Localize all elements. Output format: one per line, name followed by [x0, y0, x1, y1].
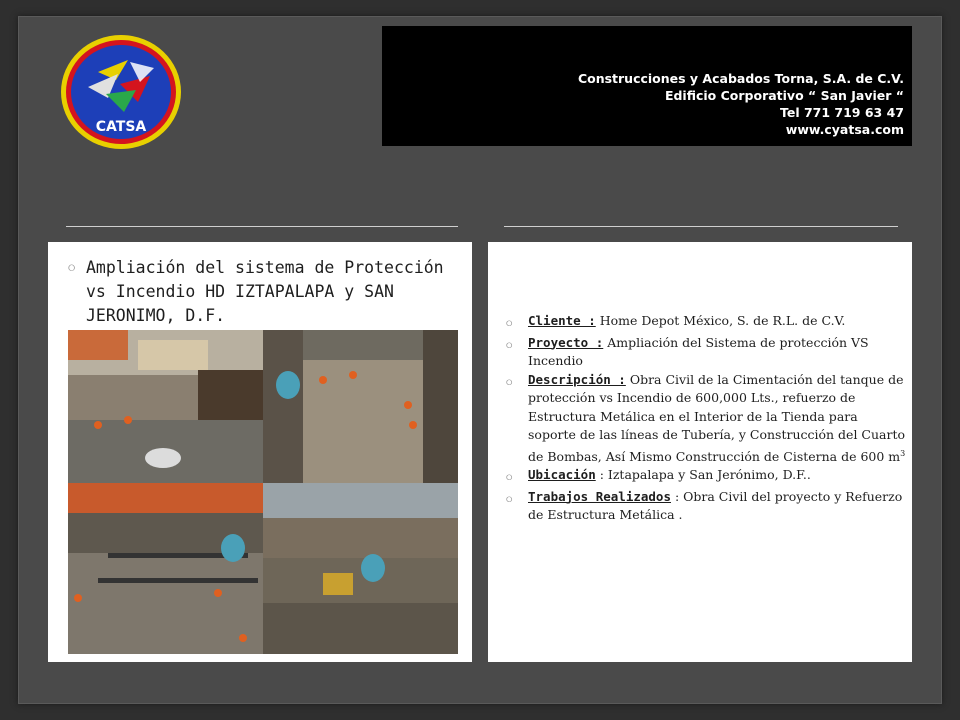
website[interactable]: www.cyatsa.com	[785, 122, 904, 137]
trabajos-label: Trabajos Realizados	[528, 488, 671, 504]
construction-photo-1	[68, 330, 263, 483]
construction-photo-2	[263, 330, 458, 483]
divider-right	[504, 226, 898, 227]
photo-grid	[68, 330, 458, 654]
logo-text: CATSA	[95, 119, 147, 135]
divider-left	[66, 226, 458, 227]
ubicacion-value: : Iztapalapa y San Jerónimo, D.F..	[595, 467, 811, 483]
trabajos-value: : Obra Civil del proyecto y Refuerzo de Estructura Metálica .	[528, 488, 903, 523]
proyecto-label: Proyecto :	[528, 334, 604, 350]
detail-ubicacion	[506, 466, 906, 488]
detail-trabajos	[506, 488, 906, 525]
bullet-icon: ⭘	[68, 264, 76, 274]
bullet-icon: ⭘	[506, 494, 513, 504]
cubic-superscript: 3	[900, 448, 906, 458]
descripcion-value: Obra Civil de la Cimentación del tanque de protección vs Incendio de 600,000 Lts., refuerzo de Estructura Metálica en el Interior de la Tienda para soporte de las líneas de Tubería, y Construcción del Cuarto de Bombas, Así Mismo Construcción de Cisterna de 600 m	[528, 371, 906, 464]
ubicacion-label: Ubicación	[528, 467, 596, 483]
cliente-label: Cliente :	[528, 313, 596, 328]
details-panel	[488, 242, 912, 662]
building-name: Edificio Corporativo “ San Javier “	[664, 88, 904, 103]
project-details	[506, 312, 906, 525]
phone: Tel 771 719 63 47	[779, 105, 904, 120]
project-panel	[48, 242, 472, 662]
project-title	[68, 256, 466, 328]
bullet-icon: ⭘	[506, 340, 513, 350]
descripcion-label: Descripción :	[528, 371, 626, 387]
detail-cliente	[506, 312, 906, 334]
bullet-icon: ⭘	[506, 377, 513, 387]
bullet-icon: ⭘	[506, 319, 513, 328]
bullet-icon: ⭘	[506, 473, 513, 483]
company-name: Construcciones y Acabados Torna, S.A. de C.V.	[577, 71, 904, 86]
project-title-text: Ampliación del sistema de Protección vs Incendio HD IZTAPALAPA y SAN JERONIMO, D.F.	[86, 258, 444, 325]
construction-photo-4	[263, 483, 458, 654]
catsa-logo	[58, 32, 184, 152]
cliente-value: Home Depot México, S. de R.L. de C.V.	[595, 313, 846, 328]
proyecto-value: Ampliación del Sistema de protección VS Incendio	[528, 334, 869, 368]
detail-proyecto	[506, 334, 906, 371]
construction-photo-3	[68, 483, 263, 654]
detail-descripcion	[506, 371, 906, 467]
company-header	[382, 26, 912, 146]
